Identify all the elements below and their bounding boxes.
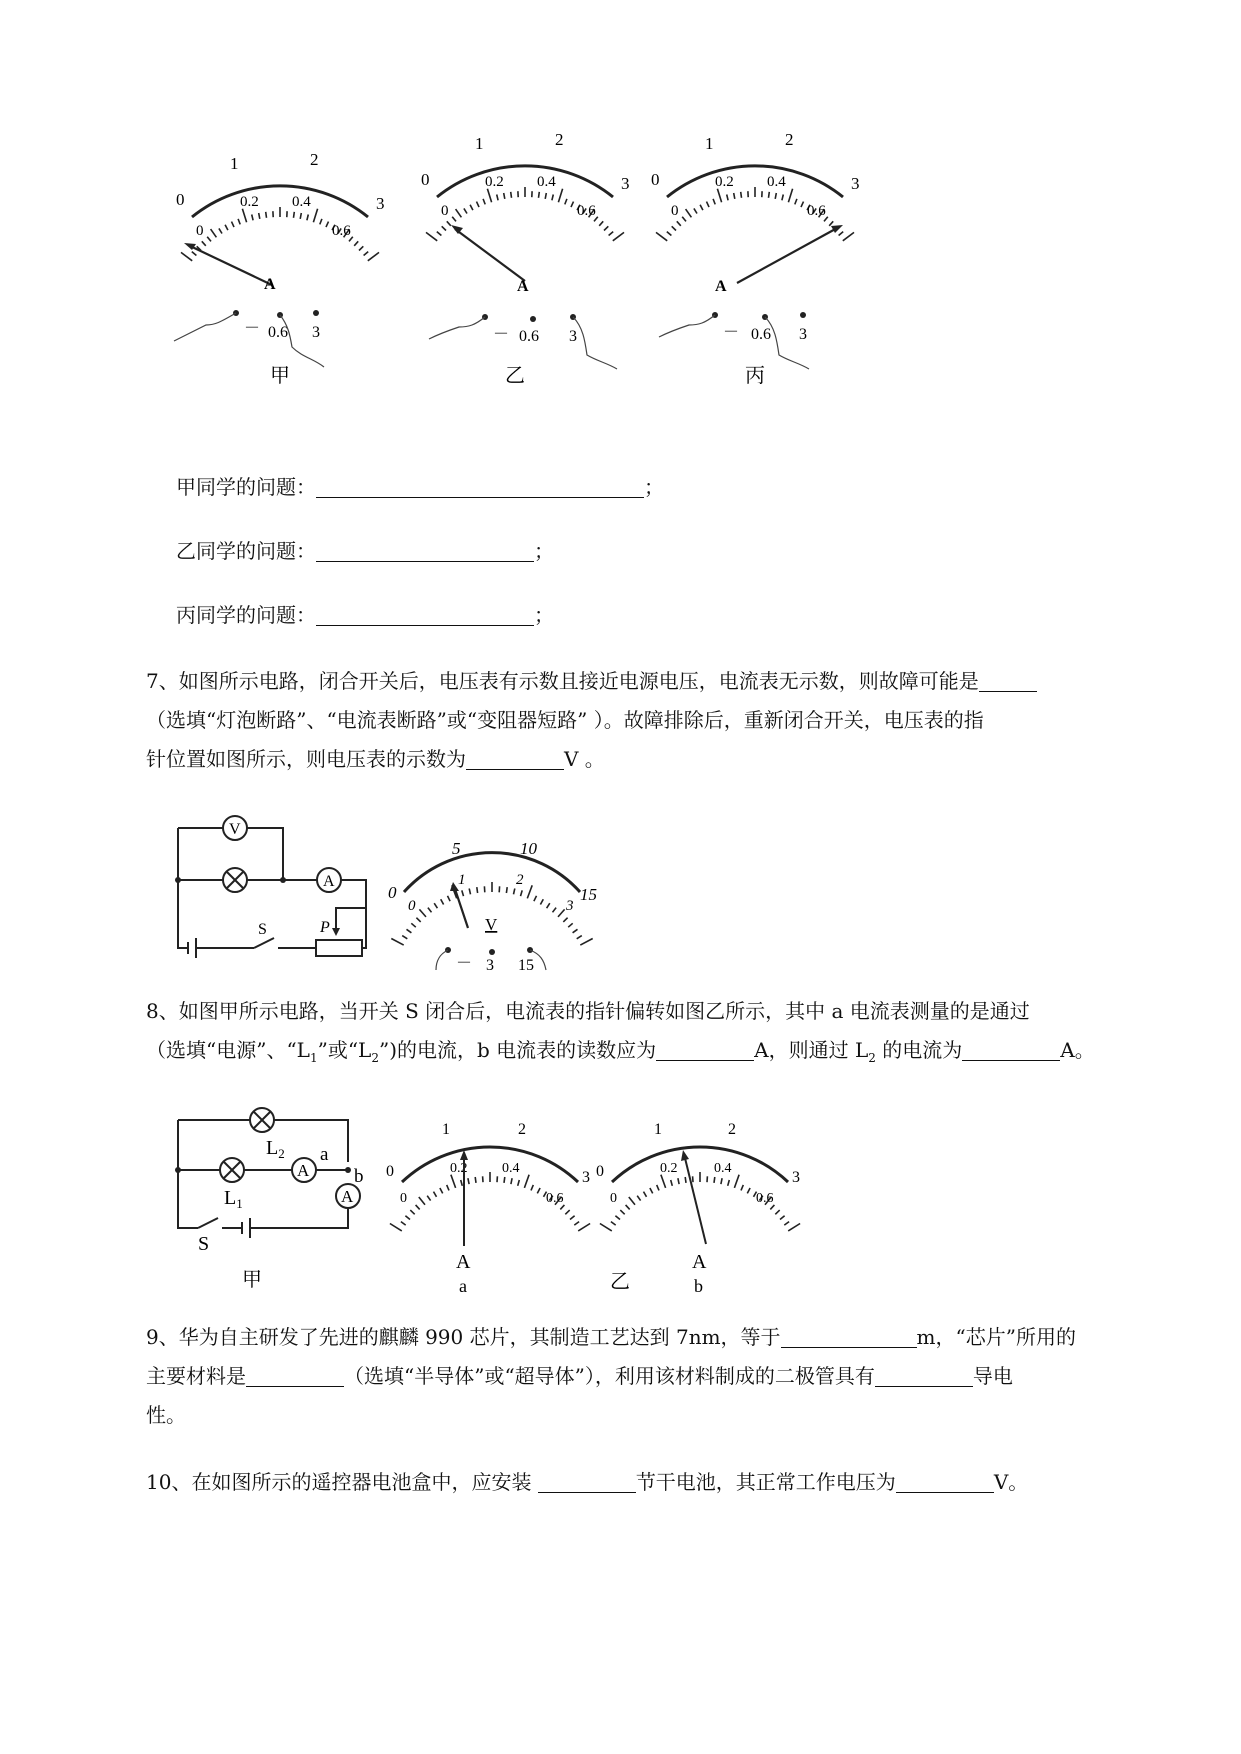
scale-tick [686,209,692,217]
scale-tick [511,1178,512,1184]
scale-tick [469,889,470,895]
ammeter-label: A [323,873,335,890]
caption-jia: 甲 [242,1269,262,1291]
question-8 [146,992,1146,1078]
scale-tick [563,918,567,922]
needle [188,245,272,285]
terminal-06: 0.6 [519,328,539,345]
scale-tick [232,222,235,228]
scale-tick [252,215,253,221]
scale-tick [483,199,485,205]
scale-tick [578,1224,590,1231]
scale-tick [650,1188,653,1193]
meter-bing [651,130,860,369]
scale-tick [615,1216,620,1220]
scale-tick [207,237,211,242]
needle [455,229,525,281]
q7-line3-end: V 。 [564,747,605,771]
outer-label-2: 2 [785,130,794,149]
answer-label: 甲同学的问题： [176,475,316,499]
answer-blank[interactable] [316,475,644,498]
point-a-label: a [320,1144,329,1165]
terminal-15: 15 [518,957,534,974]
scale-tick [442,226,446,230]
scale-tick [511,192,512,198]
scale-tick [307,215,308,221]
scale-tick [300,213,301,219]
q9-line2-end: 导电 [972,1364,1013,1388]
scale-tick [475,1177,476,1183]
scale-tick [390,1224,402,1231]
scale-tick [531,1185,533,1191]
q8-sub: 1 [309,1051,318,1065]
inner-label-3: 3 [566,898,574,914]
q8-figure [170,1098,840,1294]
terminal-3: 3 [486,957,494,974]
inner-label-3: 0.6 [756,1191,774,1206]
scale-tick [795,199,797,205]
scale-tick [461,1180,463,1186]
needle [737,227,839,283]
scale-tick [657,1185,659,1191]
scale-tick [320,219,322,225]
scale-tick [202,241,206,246]
scale-tick [769,192,770,198]
scale-tick [747,1188,750,1193]
inner-label-3: 0.6 [577,203,596,219]
scale-tick [545,193,546,199]
meter-a [386,1121,590,1296]
scale-tick [440,1188,443,1193]
scale-tick [411,923,416,927]
scale-tick [577,936,582,939]
outer-label-0: 0 [176,190,185,209]
scale-tick [259,213,260,219]
q8-sub: 2 [868,1051,876,1065]
meter-name: b [694,1276,703,1296]
scale-tick [506,887,507,893]
question-7 [146,662,1146,779]
scale-tick [181,252,192,260]
q8-line2-part: （选填“电源”、“L [146,1038,310,1062]
scale-tick [801,202,804,208]
unit-label: A [264,276,276,293]
scale-tick [521,890,523,896]
scale-tick [313,209,317,222]
scale-tick [266,212,267,218]
scale-tick [721,1178,722,1184]
scale-tick [552,195,553,201]
scale-tick [580,939,592,946]
scale-tick [782,195,783,201]
answer-bing [176,600,554,630]
scale-tick [600,1224,612,1231]
terminal-3: 3 [799,326,807,343]
ammeter-b-label: A [341,1187,354,1206]
scale-tick [573,929,578,933]
scale-tick [678,1178,679,1184]
scale-tick [504,1177,505,1183]
scale-tick [839,232,844,236]
inner-label-1: 0.2 [715,174,734,190]
scale-tick [504,193,505,199]
inner-label-1: 0.2 [240,194,259,210]
terminal-06: 0.6 [268,324,288,341]
q9-line1-end: m，“芯片”所用的 [916,1325,1076,1349]
scale-tick [843,232,854,240]
outer-label-2: 2 [518,1121,526,1138]
meter-jia [174,150,385,367]
needle [454,886,468,928]
scale-tick [780,1216,785,1220]
inner-label-1: 0.2 [660,1161,678,1176]
scale-tick [527,885,532,898]
scale-tick [672,226,676,230]
scale-tick [391,939,403,946]
outer-label-3: 3 [621,174,630,193]
caption-yi: 乙 [610,1271,630,1293]
q8-line2-part: 的电流为 [875,1038,963,1062]
answer-label: 乙同学的问题： [176,539,316,563]
scale-tick [540,899,543,904]
q8-line2-part: ”)的电流，b 电流表的读数应为 [378,1038,657,1062]
answer-blank[interactable] [316,539,534,562]
scale-tick [734,193,735,199]
scale-tick [359,246,363,250]
voltmeter-dial [388,839,597,974]
scale-tick [462,890,464,896]
scale-tick [434,903,437,908]
scale-tick [518,1180,520,1186]
inner-label-2: 2 [516,872,524,888]
scale-tick [427,1196,430,1201]
q10-blank-1[interactable] [538,1470,636,1493]
scale-tick [426,232,437,240]
scale-tick [741,1185,743,1191]
scale-tick [644,1192,647,1197]
outer-label-3: 3 [851,174,860,193]
scale-tick [448,896,451,901]
answer-end: ； [644,475,664,499]
needle [684,1154,706,1244]
scale-tick [574,1222,579,1226]
scale-tick [547,903,550,908]
scale-tick [451,1175,456,1188]
q10-line1-mid: 节干电池，其正常工作电压为 [635,1470,896,1494]
outer-label-2: 2 [555,130,564,149]
answer-label: 丙同学的问题： [176,603,316,627]
q7-circuit [178,828,366,958]
scale-tick [407,929,412,933]
l1-label: $L_1$ [224,1187,243,1211]
l2-label: $L_2$ [266,1137,285,1161]
scale-tick [456,209,462,217]
scale-tick [700,205,703,210]
inner-label-2: 0.4 [767,174,786,190]
scale-tick [613,232,624,240]
scale-tick [326,222,329,228]
scale-tick [416,1205,420,1210]
q8-blank-2[interactable] [962,1038,1060,1061]
q7-blank-1[interactable] [979,669,1037,692]
scale-tick [565,199,567,205]
scale-tick [637,1196,640,1201]
scale-tick [775,1210,779,1214]
outer-label-1: 1 [654,1121,662,1138]
outer-label-3: 3 [376,194,385,213]
unit-label: A [517,278,529,295]
inner-label-3: 0.6 [807,203,826,219]
scale-tick [741,192,742,198]
scale-tick [788,189,792,202]
inner-label-0: 0 [408,898,416,914]
scale-tick [477,202,480,208]
scale-tick [294,212,295,218]
scale-tick [524,1175,529,1188]
scale-tick [599,221,603,226]
terminal-3: 3 [312,324,320,341]
scale-tick [368,252,379,260]
question-10 [146,1463,1146,1502]
scale-tick [434,1192,437,1197]
inner-label-1: 0.2 [450,1161,468,1176]
terminal-minus: － [456,955,473,972]
scale-tick [707,202,710,208]
outer-label-1: 1 [442,1121,450,1138]
q8-line1: 8、如图甲所示电路，当开关 S 闭合后，电流表的指针偏转如图乙所示，其中 a 电流表测量的是通过 [146,999,1030,1023]
scale-tick [775,193,776,199]
meter-b [596,1121,800,1296]
scale-tick [437,232,442,236]
switch-label: S [198,1233,210,1255]
q8-line2-part: A。 [1060,1038,1095,1062]
answer-blank[interactable] [316,603,534,626]
inner-label-0: 0 [196,223,204,239]
scale-tick [487,189,491,202]
scale-tick [225,225,228,230]
inner-label-1: 1 [458,872,466,888]
q9-blank-2[interactable] [246,1364,344,1387]
q8-circuit [178,1120,348,1238]
q9-line1: 9、华为自主研发了先进的麒麟 990 芯片，其制造工艺达到 7nm，等于 [146,1325,781,1349]
q10-line1: 10、在如图所示的遥控器电池盒中，应安装 [146,1470,538,1494]
scale-tick [402,936,407,939]
meter-yi [421,130,630,369]
outer-label-1: 1 [230,154,239,173]
q9-blank-3[interactable] [875,1364,973,1387]
scale-tick [677,221,681,226]
q10-line1-end: V。 [993,1470,1029,1494]
scale-tick [553,908,557,913]
scale-tick [565,1210,569,1214]
inner-label-3: 0.6 [332,223,351,239]
scale-tick [609,232,614,236]
voltmeter-label: V [229,821,241,838]
q7-line3: 针位置如图所示，则电压表的示数为 [146,747,466,771]
outer-label-0: 0 [421,170,430,189]
scale-tick [470,205,473,210]
scale-tick [468,1178,469,1184]
scale-tick [734,1175,739,1188]
scale-tick [661,1175,666,1188]
answer-yi [176,536,554,566]
outer-label-3: 3 [792,1169,800,1186]
scale-tick [571,202,574,208]
answer-end: ； [534,603,554,627]
outer-label-1: 1 [475,134,484,153]
scale-tick [671,1180,673,1186]
question-9 [146,1318,1146,1435]
q7-blank-2[interactable] [466,747,564,770]
answer-end: ； [534,539,554,563]
scale-tick [192,252,197,256]
scale-tick [419,1197,425,1205]
switch-label: S [258,921,267,938]
scale-tick [419,909,426,917]
q8-sub: 2 [371,1051,379,1065]
inner-label-0: 0 [441,203,449,219]
scale-tick [694,208,697,213]
scale-tick [713,199,715,205]
caption-bing: 丙 [745,365,765,387]
scale-tick [514,889,515,895]
scale-tick [682,217,686,222]
scale-tick [354,241,358,246]
scale-tick [685,1177,686,1183]
q7-figure [170,808,600,974]
scale-tick [428,908,432,913]
scale-tick [717,189,721,202]
unit-label: A [715,278,727,295]
scale-tick [620,1210,624,1214]
terminal-minus: － [244,320,261,337]
scale-tick [728,1180,730,1186]
scale-tick [464,208,467,213]
inner-label-1: 0.2 [485,174,504,190]
inner-label-2: 0.4 [537,174,556,190]
scale-tick [416,918,420,922]
scale-tick [447,1185,449,1191]
q10-blank-2[interactable] [896,1470,994,1493]
slider-label: P [320,919,330,936]
scale-tick [539,192,540,198]
unit-label: V [485,915,498,934]
scale-tick [401,1222,406,1226]
ammeter-a-label: A [297,1161,310,1180]
scale-tick [558,909,565,917]
terminal-minus: － [723,324,740,341]
outer-label-15: 15 [580,885,597,904]
q9-line3: 性。 [146,1403,186,1427]
q7-line1: 7、如图所示电路，闭合开关后，电压表有示数且接近电源电压，电流表无示数，则故障可能是 [146,669,979,693]
outer-label-2: 2 [310,150,319,169]
scale-tick [829,221,833,226]
inner-label-0: 0 [610,1191,617,1206]
scale-tick [410,1210,414,1214]
outer-label-0: 0 [386,1163,394,1180]
scale-tick [626,1205,630,1210]
unit-label: A [692,1251,707,1273]
scale-tick [238,219,240,225]
terminal-minus: － [493,326,510,343]
scale-tick [219,228,222,233]
scale-tick [656,232,667,240]
scale-tick [441,899,444,904]
q9-line2: 主要材料是 [146,1364,246,1388]
q8-blank-1[interactable] [656,1038,754,1061]
scale-tick [568,923,573,927]
scale-tick [629,1197,635,1205]
q9-blank-1[interactable] [781,1325,917,1348]
q7-line2: （选填“灯泡断路”、“电流表断路”或“变阻器短路” ）。故障排除后，重新闭合开关，电压表的指 [146,708,984,732]
outer-label-1: 1 [705,134,714,153]
scale-tick [497,195,498,201]
inner-label-2: 0.4 [502,1161,520,1176]
scale-tick [452,217,456,222]
outer-label-3: 3 [582,1169,590,1186]
q9-line2-mid: （选填“半导体”或“超导体”），利用该材料制成的二极管具有 [344,1364,875,1388]
inner-label-2: 0.4 [714,1161,732,1176]
scale-tick [604,226,608,230]
outer-label-0: 0 [596,1163,604,1180]
scale-tick [714,1177,715,1183]
scale-tick [570,1216,575,1220]
scale-tick [727,195,728,201]
scale-tick [788,1224,800,1231]
scale-tick [405,1216,410,1220]
unit-label: A [456,1251,471,1273]
caption-yi: 乙 [505,365,525,387]
inner-label-2: 0.4 [292,194,311,210]
terminal-3: 3 [569,328,577,345]
scale-tick [364,252,369,256]
inner-label-0: 0 [671,203,679,219]
outer-label-0: 0 [388,883,397,902]
ammeter-figure-top [170,130,890,440]
scale-tick [211,229,217,237]
scale-tick [558,189,562,202]
outer-label-10: 10 [520,839,537,858]
caption-jia: 甲 [270,365,290,387]
outer-label-0: 0 [651,170,660,189]
scale-tick [611,1222,616,1226]
q8-line2-part: ”或“L [317,1038,372,1062]
scale-tick [667,232,672,236]
answer-jia [176,472,664,502]
outer-label-2: 2 [728,1121,736,1138]
terminal-06: 0.6 [751,326,771,343]
scale-tick [784,1222,789,1226]
inner-label-3: 0.6 [546,1191,564,1206]
scale-tick [242,209,246,222]
q8-line2-part: A，则通过 L [754,1038,869,1062]
outer-label-5: 5 [452,839,461,858]
scale-tick [534,896,537,901]
scale-tick [477,887,478,893]
point-b-label: b [354,1166,364,1187]
scale-tick [537,1188,540,1193]
meter-name: a [459,1276,467,1296]
inner-label-0: 0 [400,1191,407,1206]
scale-tick [447,221,451,226]
